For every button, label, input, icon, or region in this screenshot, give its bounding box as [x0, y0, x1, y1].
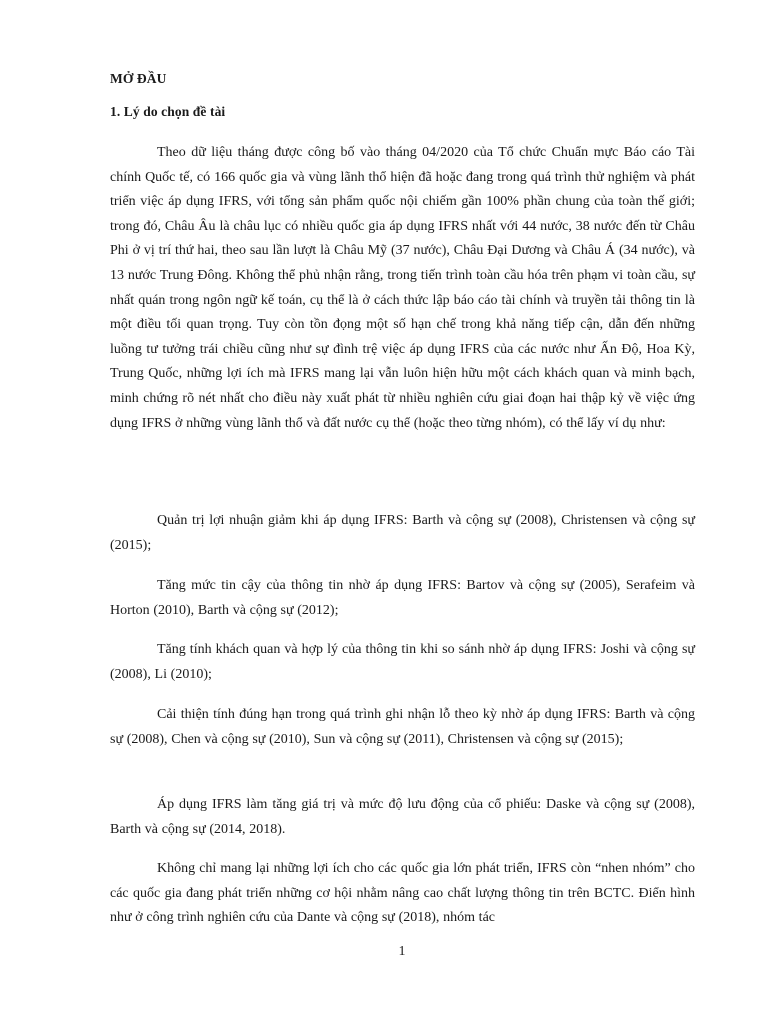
paragraph-developing-countries: Không chỉ mang lại những lợi ích cho các quốc gia lớn phát triển, IFRS còn “nhen nhóm” cho các quốc gia đang phát triển những cơ hội nhằm nâng cao chất lượng thông tin trên BCTC. Điển hình như ở công trình nghiên cứu của Dante và cộng sự (2018), nhóm tác: [110, 861, 695, 926]
paragraph-comparability: Tăng tính khách quan và hợp lý của thông tin khi so sánh nhờ áp dụng IFRS: Joshi và cộng sự (2008), Li (2010);: [110, 642, 695, 682]
page-number: 1: [398, 944, 406, 959]
paragraph-reliability: Tăng mức tin cậy của thông tin nhờ áp dụng IFRS: Bartov và cộng sự (2005), Serafeim và Horton (2010), Barth và cộng sự (2012);: [110, 578, 695, 618]
section-title: MỞ ĐẦU: [110, 71, 167, 86]
subsection-title: 1. Lý do chọn đề tài: [110, 104, 226, 119]
paragraph-earnings-management: Quản trị lợi nhuận giảm khi áp dụng IFRS: Barth và cộng sự (2008), Christensen và cộng sự (2015);: [110, 513, 695, 553]
paragraph-intro: Theo dữ liệu tháng được công bố vào tháng 04/2020 của Tổ chức Chuẩn mực Báo cáo Tài chính Quốc tế, có 166 quốc gia và vùng lãnh thổ hiện đã hoặc đang trong quá trình thử nghiệm và phát triển việc áp dụng IFRS, với tổng sản phẩm quốc nội chiếm gần 100% phần chung của toàn thế giới; trong đó, Châu Âu là châu lục có nhiều quốc gia áp dụng IFRS nhất với 44 nước, 38 nước đến từ Châu Phi ở vị trí thứ hai, theo sau lần lượt là Châu Mỹ (37 nước), Châu Đại Dương và Châu Á (34 nước), và 13 nước Trung Đông. Không thể phủ nhận rằng, trong tiến trình toàn cầu hóa trên phạm vi toàn cầu, sự nhất quán trong ngôn ngữ kế toán, cụ thể là ở cách thức lập báo cáo tài chính và truyền tải thông tin là một điều tối quan trọng. Tuy còn tồn đọng một số hạn chế trong khả năng tiếp cận, dẫn đến những luồng tư tưởng trái chiều cũng như sự đình trệ việc áp dụng IFRS của các nước như Ấn Độ, Hoa Kỳ, Trung Quốc, những lợi ích mà IFRS mang lại vẫn luôn hiện hữu một cách khách quan và minh bạch, minh chứng rõ nét nhất cho điều này xuất phát từ nhiều nghiên cứu giai đoạn hai thập kỷ về việc ứng dụng IFRS ở những vùng lãnh thổ và đất nước cụ thể (hoặc theo từng nhóm), có thể lấy ví dụ như:: [110, 145, 695, 431]
paragraph-timeliness: Cải thiện tính đúng hạn trong quá trình ghi nhận lỗ theo kỳ nhờ áp dụng IFRS: Barth và cộng sự (2008), Chen và cộng sự (2010), Sun và cộng sự (2011), Christensen và cộng sự (2015);: [110, 707, 695, 747]
paragraph-stock-value: Áp dụng IFRS làm tăng giá trị và mức độ lưu động của cổ phiếu: Daske và cộng sự (2008), Barth và cộng sự (2014, 2018).: [110, 797, 695, 837]
